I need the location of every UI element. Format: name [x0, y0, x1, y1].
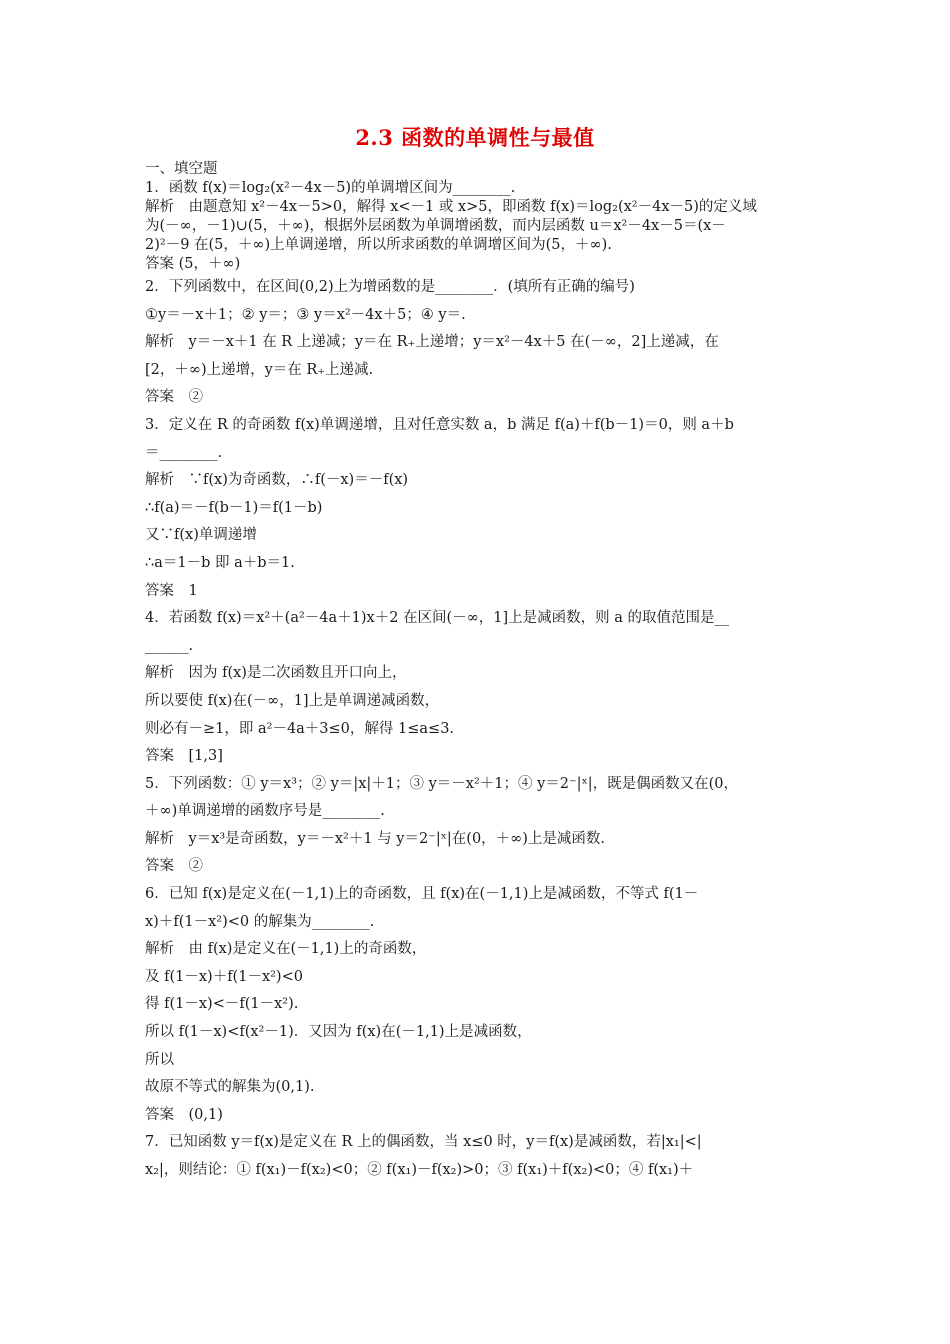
- page-title: 2.3 函数的单调性与最值: [355, 125, 595, 150]
- text-line: 2)²－9 在(5，＋∞)上单调递增，所以所求函数的单调增区间为(5，＋∞).: [145, 237, 612, 253]
- text-line: 及 f(1－x)＋f(1－x²)<0: [145, 968, 303, 985]
- text-line: 答案 (0,1): [145, 1106, 223, 1123]
- text-line: ∴f(a)＝－f(b－1)＝f(1－b): [145, 499, 323, 516]
- text-line: 5．下列函数：① y＝x³；② y＝|x|＋1；③ y＝－x²＋1；④ y＝2⁻|ˣ|，既是偶函数又在(0，: [145, 775, 738, 792]
- text-line: 为(－∞，－1)∪(5，＋∞)，根据外层函数为单调增函数，而内层函数 u＝x²－4x－5＝(x－: [145, 218, 726, 234]
- text-line: ∴a＝1－b 即 a＋b＝1.: [145, 554, 295, 571]
- text-line: 1．函数 f(x)＝log₂(x²－4x－5)的单调增区间为________.: [145, 180, 516, 196]
- text-line: 一、填空题: [145, 161, 218, 177]
- text-line: 故原不等式的解集为(0,1).: [145, 1079, 315, 1096]
- text-line: 得 f(1－x)<－f(1－x²).: [145, 996, 299, 1013]
- text-line: 解析 由题意知 x²－4x－5>0，解得 x<－1 或 x>5，即函数 f(x)＝log₂(x²－4x－5)的定义域: [145, 199, 757, 215]
- text-line: ＝________.: [145, 444, 223, 461]
- text-line: [2，＋∞)上递增，y＝在 R₊上递减.: [145, 361, 374, 378]
- text-line: 答案 ②: [145, 858, 203, 875]
- text-line: 答案 1: [145, 582, 198, 599]
- text-line: 6．已知 f(x)是定义在(－1,1)上的奇函数，且 f(x)在(－1,1)上是减函数，不等式 f(1－: [145, 886, 699, 903]
- text-line: 又∵f(x)单调递增: [145, 527, 257, 544]
- document-body: [145, 160, 805, 1185]
- text-line: 所以要使 f(x)在(－∞，1]上是单调递减函数，: [145, 692, 440, 709]
- text-line: 所以 f(1－x)<f(x²－1)．又因为 f(x)在(－1,1)上是减函数，: [145, 1024, 532, 1041]
- text-line: 所以: [145, 1051, 174, 1068]
- text-line: 则必有－≥1，即 a²－4a＋3≤0，解得 1≤a≤3.: [145, 720, 455, 737]
- text-line: ______.: [145, 637, 194, 654]
- text-line: 答案 (5，＋∞): [145, 256, 241, 272]
- text-line: 解析 y＝－x＋1 在 R 上递减；y＝在 R₊上递增；y＝x²－4x＋5 在(－∞，2]上递减，在: [145, 334, 719, 351]
- text-line: ①y＝－x＋1；② y＝；③ y＝x²－4x＋5；④ y＝.: [145, 306, 466, 323]
- text-line: ＋∞)单调递增的函数序号是________.: [145, 803, 385, 820]
- text-line: 解析 ∵f(x)为奇函数，∴f(－x)＝－f(x): [145, 472, 409, 489]
- text-line: 7．已知函数 y＝f(x)是定义在 R 上的偶函数，当 x≤0 时，y＝f(x)是减函数，若|x₁|<|: [145, 1134, 702, 1151]
- text-line: 2．下列函数中，在区间(0,2)上为增函数的是________．(填所有正确的编号): [145, 279, 635, 295]
- text-line: 解析 y＝x³是奇函数，y＝－x²＋1 与 y＝2⁻|ˣ|在(0，＋∞)上是减函数.: [145, 830, 606, 847]
- text-line: 答案 ②: [145, 389, 203, 406]
- text-line: 4．若函数 f(x)＝x²＋(a²－4a＋1)x＋2 在区间(－∞，1]上是减函数，则 a 的取值范围是__: [145, 610, 730, 627]
- text-line: 答案 [1,3]: [145, 748, 223, 765]
- text-line: 3．定义在 R 的奇函数 f(x)单调递增，且对任意实数 a，b 满足 f(a)＋f(b－1)＝0，则 a＋b: [145, 416, 734, 433]
- text-line: 解析 因为 f(x)是二次函数且开口向上，: [145, 665, 407, 682]
- text-line: x)＋f(1－x²)<0 的解集为________.: [145, 913, 375, 930]
- text-line: x₂|，则结论：① f(x₁)－f(x₂)<0；② f(x₁)－f(x₂)>0；③ f(x₁)＋f(x₂)<0；④ f(x₁)＋: [145, 1162, 694, 1178]
- text-line: 解析 由 f(x)是定义在(－1,1)上的奇函数，: [145, 941, 427, 958]
